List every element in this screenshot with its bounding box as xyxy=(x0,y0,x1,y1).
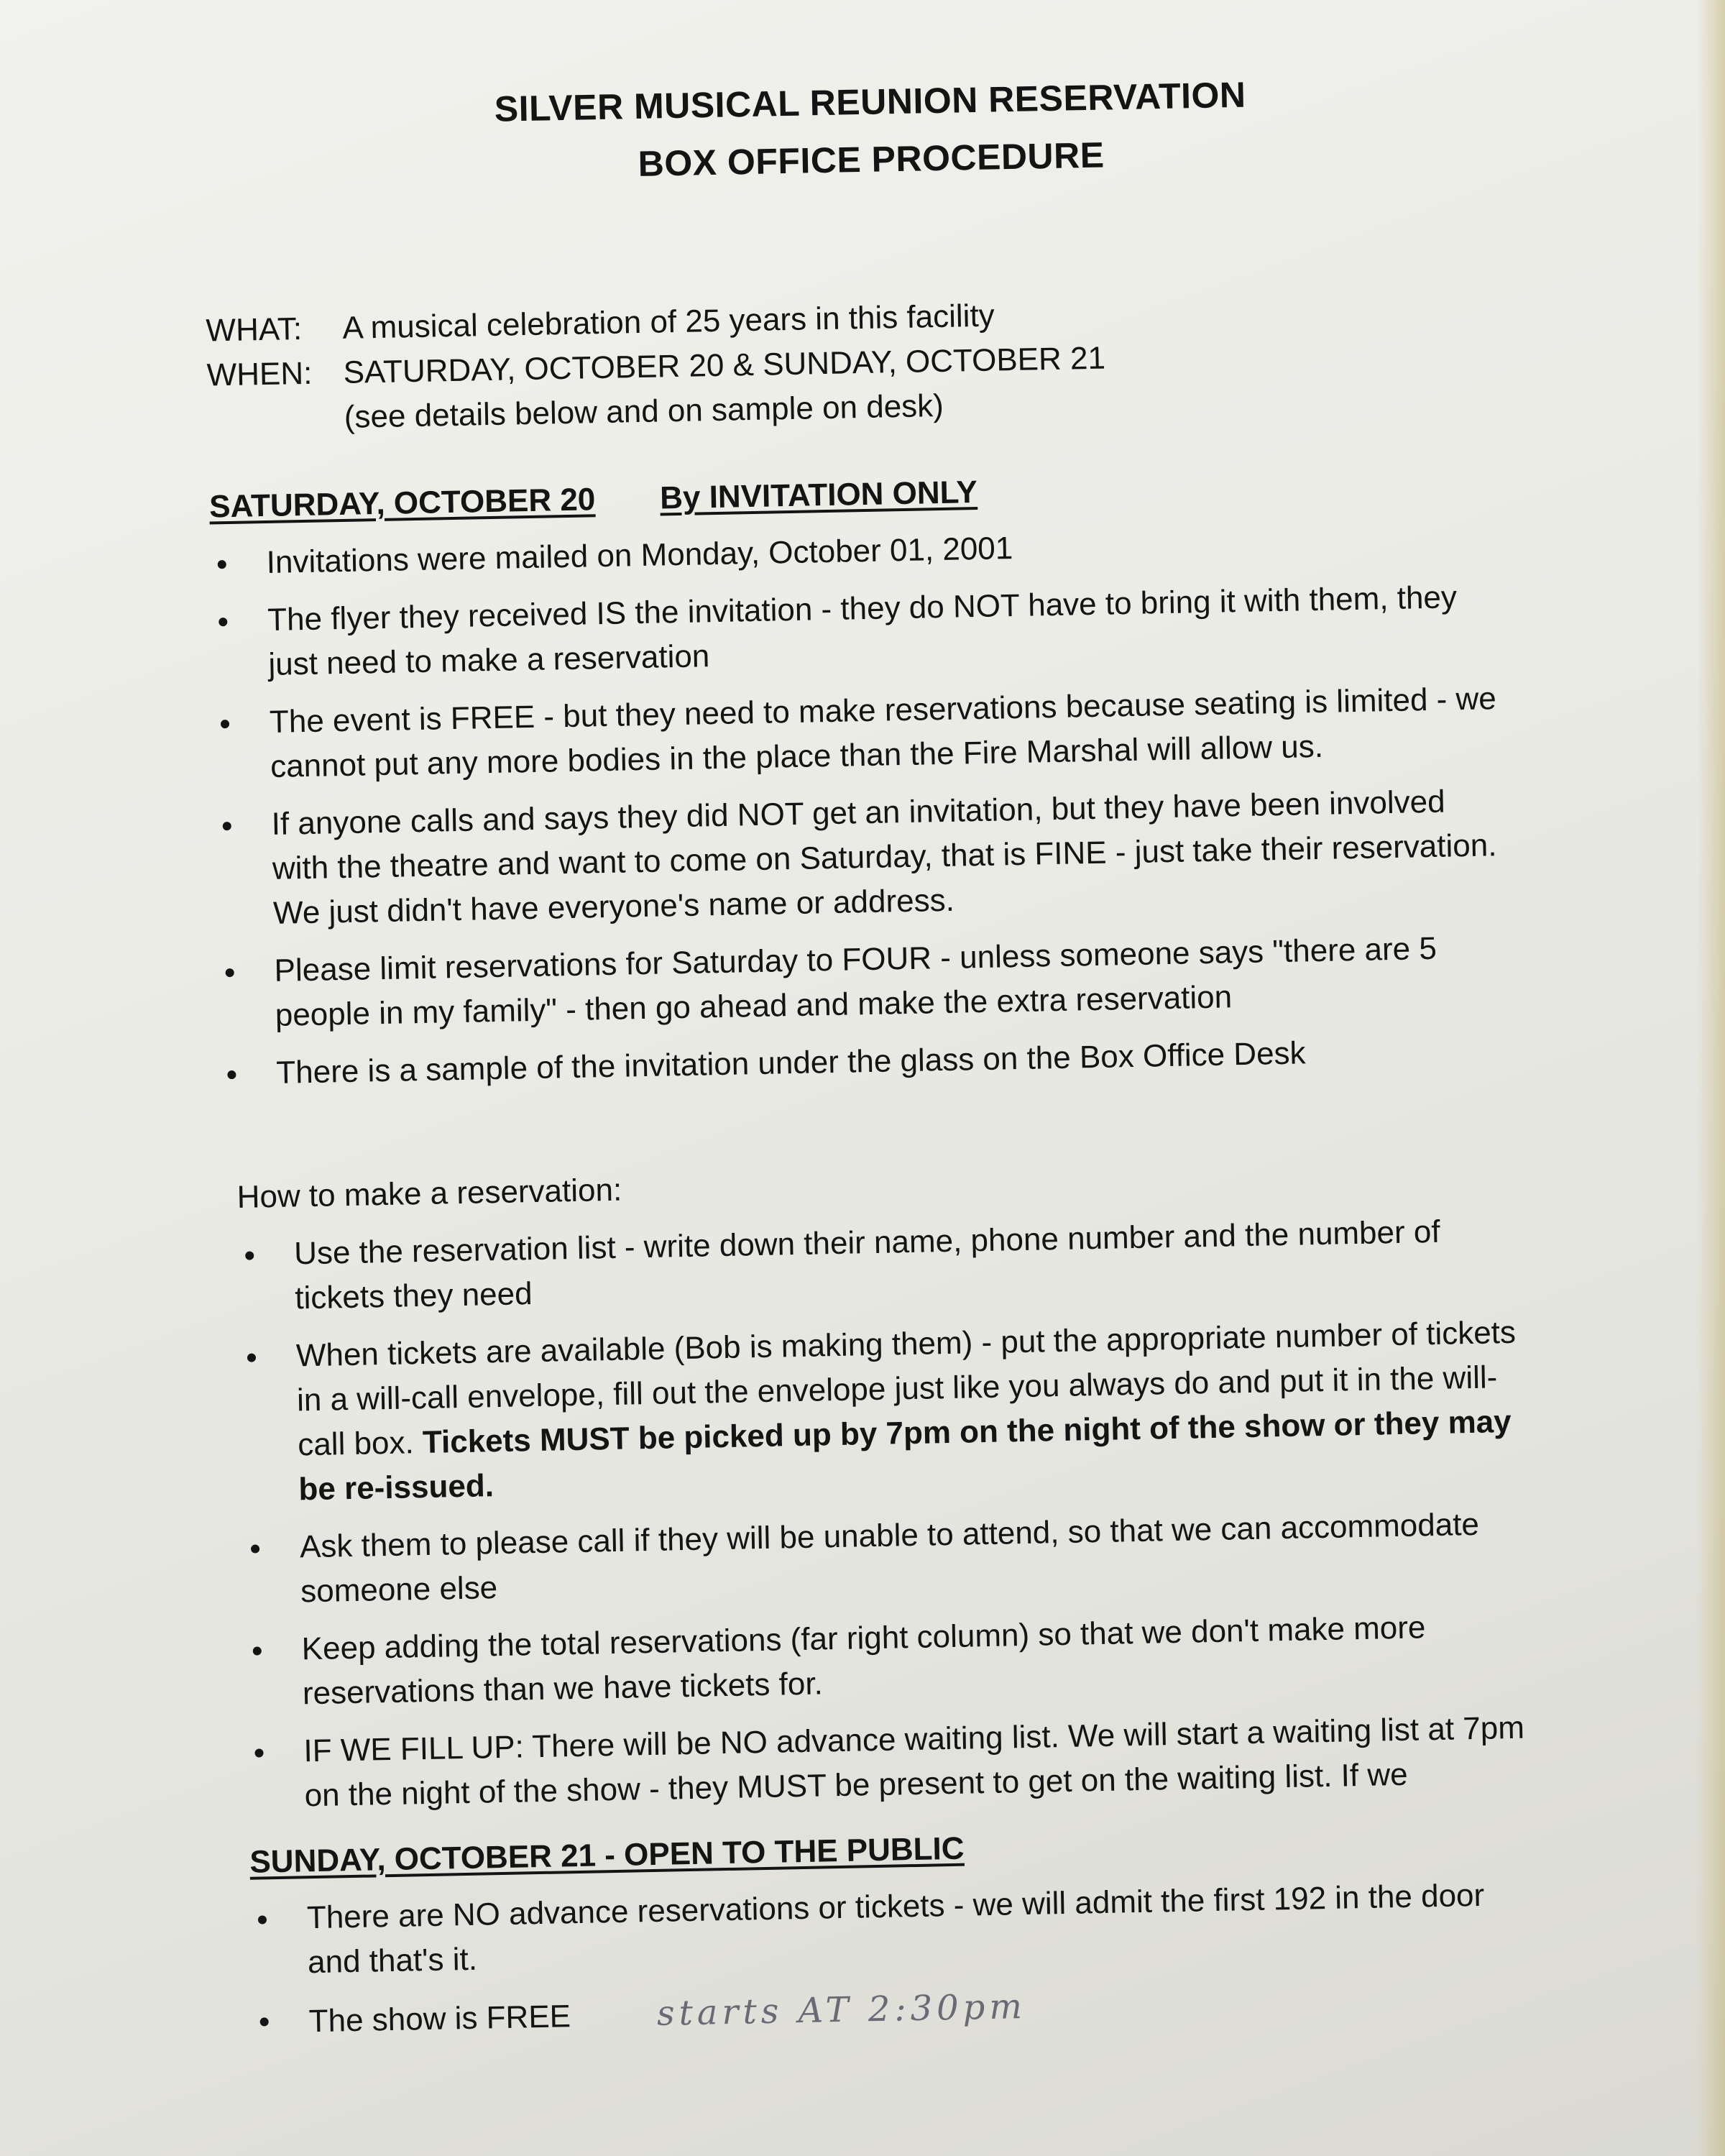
list-item: Ask them to please call if they will be unable to attend, so that we can accommodate someone else xyxy=(243,1501,1537,1615)
how-to-heading: How to make a reservation: xyxy=(236,1172,622,1215)
saturday-heading xyxy=(209,459,1561,528)
list-item: Use the reservation list - write down their name, phone number and the number of tickets they need xyxy=(238,1208,1532,1321)
handwritten-note: starts AT 2:30pm xyxy=(656,1986,1027,2034)
list-item: There is a sample of the invitation under the glass on the Box Office Desk xyxy=(220,1027,1513,1097)
title-line-1: SILVER MUSICAL REUNION RESERVATION xyxy=(494,74,1246,129)
list-item: Keep adding the total reservations (far right column) so that we don't make more reservations than we have tickets for. xyxy=(245,1603,1539,1717)
list-item: IF WE FILL UP: There will be NO advance waiting list. We will start a waiting list at 7pm on the night of the show - they MUST be present to get on the waiting list. If we xyxy=(247,1705,1541,1819)
saturday-day: SATURDAY, OCTOBER 20 xyxy=(208,482,596,525)
item-text: When tickets are available (Bob is making them) - put the appropriate number of tickets in a will-call envelope, fill out the envelope just like you always do and put it in the will-call box. xyxy=(295,1314,1517,1463)
what-label: WHAT: xyxy=(206,311,303,349)
list-item xyxy=(239,1310,1535,1513)
when-label: WHEN: xyxy=(206,355,313,393)
how-to-list xyxy=(238,1207,1586,1820)
what-text: A musical celebration of 25 years in this facility xyxy=(342,298,995,346)
paper-edge-shadow xyxy=(1696,0,1725,2156)
item-text: The show is FREE xyxy=(308,1999,571,2040)
list-item: There are NO advance reservations or tickets - we will admit the first 192 in the door and that's it. xyxy=(250,1872,1544,1986)
document-title xyxy=(187,60,1555,201)
list-item: If anyone calls and says they did NOT get an invitation, but they have been involved with the theatre and want to come on Saturday, that is FINE - just take their reservation. We just didn't have everyone's name or address. xyxy=(215,779,1509,937)
event-summary xyxy=(206,283,1559,442)
sunday-heading: SUNDAY, OCTOBER 21 - OPEN TO THE PUBLIC xyxy=(249,1830,965,1880)
when-text: SATURDAY, OCTOBER 20 & SUNDAY, OCTOBER 21 xyxy=(343,340,1106,390)
list-item xyxy=(252,1974,1545,2045)
list-item: The flyer they received IS the invitation - they do NOT have to bring it with them, they just need to make a reservation xyxy=(211,574,1505,688)
document-content xyxy=(187,60,1590,2046)
item-bold-text: Tickets MUST be picked up by 7pm on the night of the show or they may be re-issued. xyxy=(298,1403,1512,1508)
title-line-2: BOX OFFICE PROCEDURE xyxy=(638,134,1105,184)
list-item: Invitations were mailed on Monday, October 01, 2001 xyxy=(210,517,1503,587)
sunday-list xyxy=(250,1871,1590,2045)
when-note: (see details below and on sample on desk) xyxy=(344,387,944,435)
list-item: The event is FREE - but they need to make reservations because seating is limited - we cannot put any more bodies in the place than the Fire Marshal will allow us. xyxy=(213,676,1506,790)
saturday-tag: By INVITATION ONLY xyxy=(659,474,978,516)
saturday-list xyxy=(210,515,1571,1096)
list-item: Please limit reservations for Saturday to FOUR - unless someone says "there are 5 people in my family" - then go ahead and make the extra reservation xyxy=(218,925,1512,1039)
